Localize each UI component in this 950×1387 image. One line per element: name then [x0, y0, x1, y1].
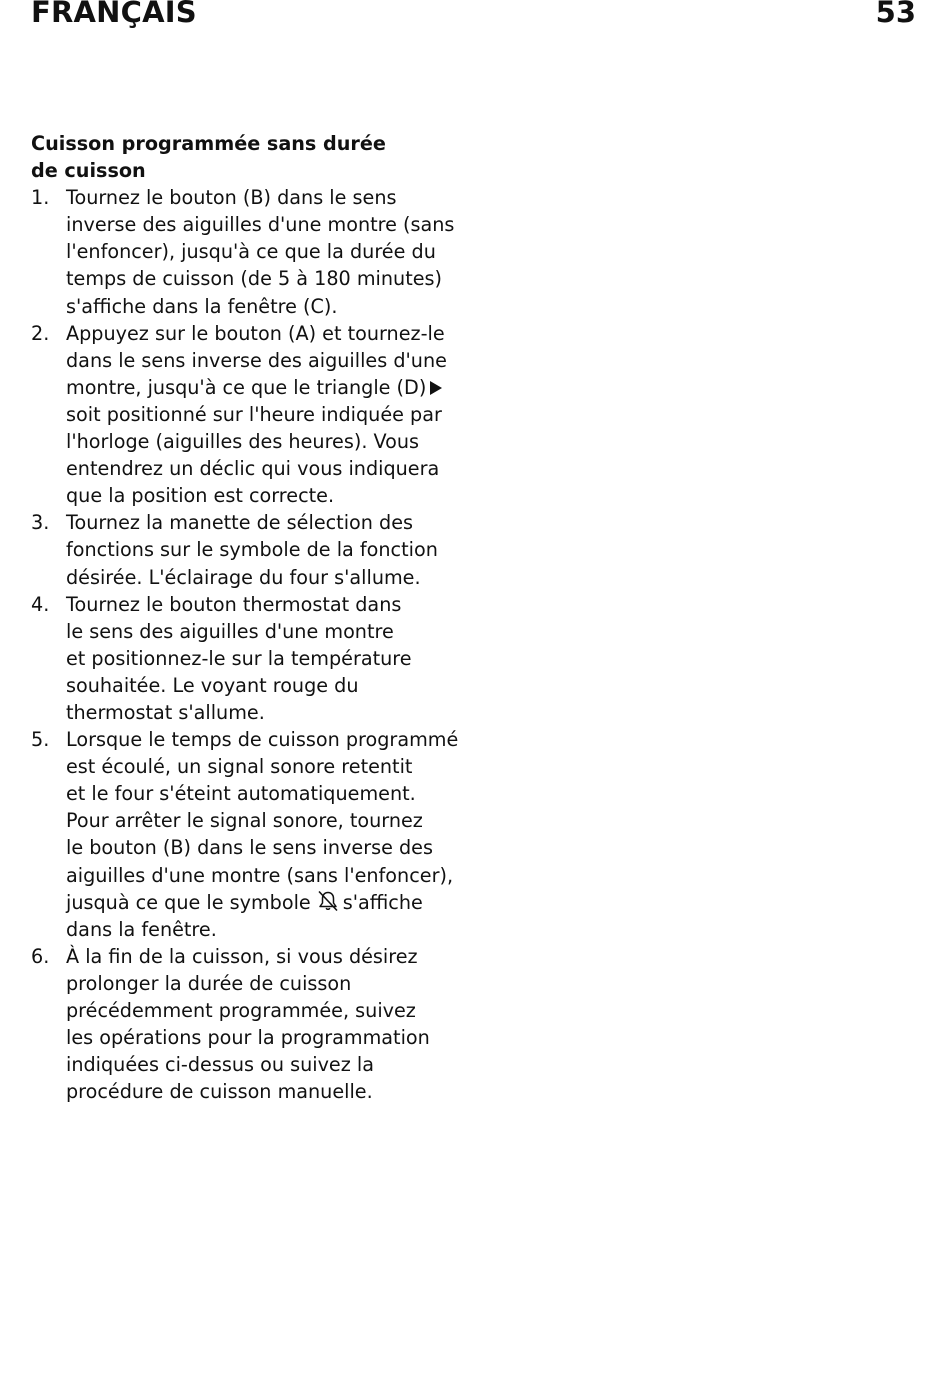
step-number: 5.: [31, 728, 50, 752]
step-1: [31, 184, 471, 319]
step-text-line: est écoulé, un signal sonore retentit: [66, 755, 413, 779]
step-text-line: procédure de cuisson manuelle.: [66, 1080, 373, 1104]
step-text-line: [66, 889, 471, 916]
step-6: [31, 943, 471, 1106]
triangle-right-icon: [430, 381, 442, 395]
step-4: [31, 591, 471, 726]
step-text-line: Appuyez sur le bouton (A) et tournez-le: [66, 321, 445, 345]
step-number: 6.: [31, 944, 50, 968]
step-text-line: [66, 374, 471, 401]
header-language: FRANÇAIS: [31, 0, 197, 29]
step-number: 2.: [31, 321, 50, 345]
step-text-fragment: jusquà ce que le symbole: [66, 890, 311, 914]
step-text-line: thermostat s'allume.: [66, 700, 265, 724]
step-text-line: fonctions sur le symbole de la fonction: [66, 538, 438, 562]
step-text-line: le sens des aiguilles d'une montre: [66, 619, 394, 643]
step-text-line: Lorsque le temps de cuisson programmé: [66, 728, 459, 752]
step-text-line: le bouton (B) dans le sens inverse des: [66, 836, 433, 860]
step-text-line: Tournez la manette de sélection des: [66, 511, 414, 535]
step-text-line: Tournez le bouton thermostat dans: [66, 592, 402, 616]
step-text-line: entendrez un déclic qui vous indiquera: [66, 457, 440, 481]
step-text-fragment: montre, jusqu'à ce que le triangle (D): [66, 375, 427, 399]
step-text-line: et le four s'éteint automatiquement.: [66, 782, 416, 806]
step-5: [31, 726, 471, 943]
step-3: [31, 509, 471, 590]
step-text-line: l'enfoncer), jusqu'à ce que la durée du: [66, 240, 436, 264]
step-text-line: soit positionné sur l'heure indiquée par: [66, 402, 442, 426]
step-2: [31, 320, 471, 510]
step-text-line: désirée. L'éclairage du four s'allume.: [66, 565, 421, 589]
step-text-fragment: s'affiche: [342, 890, 423, 914]
step-number: 1.: [31, 186, 50, 210]
step-text-line: précédemment programmée, suivez: [66, 999, 416, 1022]
step-text-line: souhaitée. Le voyant rouge du: [66, 673, 359, 697]
main-content: [31, 130, 471, 1105]
step-text-line: les opérations pour la programmation: [66, 1026, 430, 1050]
step-text-line: aiguilles d'une montre (sans l'enfoncer),: [66, 863, 454, 887]
step-text-line: Pour arrêter le signal sonore, tournez: [66, 809, 423, 833]
steps-list: [31, 184, 471, 1105]
step-text-line: prolonger la durée de cuisson: [66, 971, 352, 995]
step-number: 3.: [31, 511, 50, 535]
step-text-line: que la position est correcte.: [66, 484, 335, 508]
step-text-line: dans le sens inverse des aiguilles d'une: [66, 348, 447, 372]
step-text-line: indiquées ci-dessus ou suivez la: [66, 1053, 374, 1077]
bell-off-icon: [315, 890, 341, 912]
step-text-line: dans la fenêtre.: [66, 917, 217, 941]
step-text-line: inverse des aiguilles d'une montre (sans: [66, 213, 455, 237]
step-text-line: À la fin de la cuisson, si vous désirez: [66, 944, 418, 968]
step-text-line: s'affiche dans la fenêtre (C).: [66, 294, 338, 318]
page-number: 53: [875, 0, 916, 29]
step-text-line: Tournez le bouton (B) dans le sens: [66, 186, 397, 210]
step-text-line: l'horloge (aiguilles des heures). Vous: [66, 430, 420, 454]
step-number: 4.: [31, 592, 50, 616]
section-title: Cuisson programmée sans durée de cuisson: [31, 132, 386, 183]
step-text-line: et positionnez-le sur la température: [66, 646, 412, 670]
step-text-line: temps de cuisson (de 5 à 180 minutes): [66, 267, 443, 291]
